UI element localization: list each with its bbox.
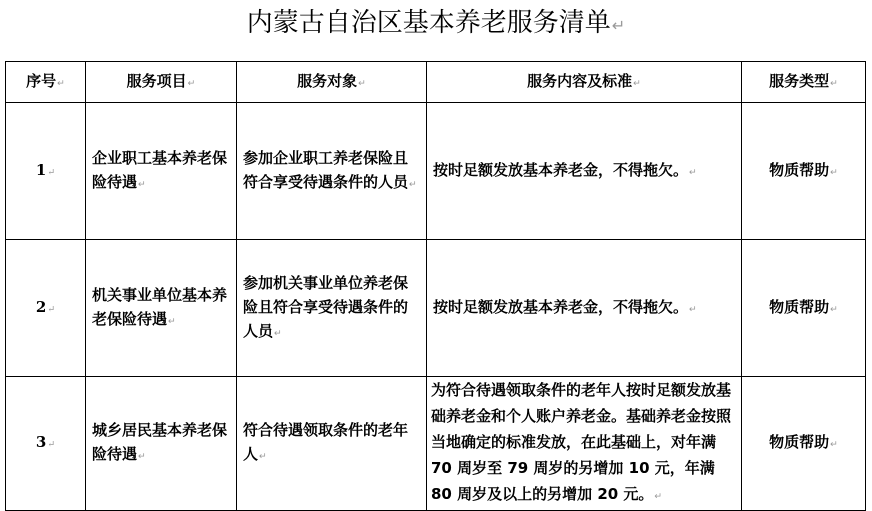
- paragraph-mark-icon: ↵: [611, 16, 626, 35]
- paragraph-mark-icon: ↵: [830, 303, 838, 315]
- cell-item: [86, 240, 237, 377]
- cell-text: 按时足额发放基本养老金，不得拖欠。: [433, 160, 689, 179]
- cell-type: [742, 103, 866, 240]
- paragraph-mark-icon: ↵: [187, 77, 196, 89]
- header-cell-target: [237, 62, 427, 103]
- table-row: [6, 377, 866, 511]
- cell-item: [86, 103, 237, 240]
- cell-text: 2: [35, 297, 47, 316]
- paragraph-mark-icon: ↵: [830, 166, 838, 178]
- paragraph-mark-icon: ↵: [47, 166, 56, 178]
- paragraph-mark-icon: ↵: [689, 166, 697, 178]
- cell-target: [237, 377, 427, 511]
- cell-text: 按时足额发放基本养老金，不得拖欠。: [433, 297, 689, 316]
- header-label: 序号: [26, 71, 57, 90]
- paragraph-mark-icon: ↵: [168, 315, 176, 327]
- table-row: [6, 240, 866, 377]
- paragraph-mark-icon: ↵: [358, 77, 366, 89]
- cell-text: 参加企业职工养老保险且符合享受待遇条件的人员: [243, 148, 409, 191]
- cell-text: 企业职工基本养老保险待遇: [92, 148, 228, 191]
- table-row: [6, 103, 866, 240]
- paragraph-mark-icon: ↵: [633, 77, 641, 89]
- cell-content: [427, 240, 742, 377]
- paragraph-mark-icon: ↵: [654, 491, 663, 502]
- header-cell-item: [86, 62, 237, 103]
- cell-type: [742, 377, 866, 511]
- paragraph-mark-icon: ↵: [138, 451, 146, 462]
- table-header-row: [6, 62, 866, 103]
- cell-text: 符合待遇领取条件的老年人: [243, 421, 409, 463]
- cell-no: [6, 377, 86, 511]
- cell-item: [86, 377, 237, 511]
- paragraph-mark-icon: ↵: [689, 303, 697, 315]
- cell-no: [6, 240, 86, 377]
- cell-content: [427, 377, 742, 511]
- cell-target: [237, 103, 427, 240]
- paragraph-mark-icon: ↵: [830, 439, 838, 450]
- paragraph-mark-icon: ↵: [47, 303, 56, 315]
- paragraph-mark-icon: ↵: [57, 77, 65, 89]
- cell-text: 1: [35, 160, 47, 179]
- cell-text: 3: [35, 433, 47, 451]
- cell-text: 物质帮助: [769, 297, 830, 316]
- cell-text: 物质帮助: [769, 433, 830, 451]
- cell-text: 为符合待遇领取条件的老年人按时足额发放基础养老金和个人账户养老金。基础养老金按照当地确定的标准发放，在此基础上，对年满 70 周岁至 79 周岁的另增加 10 元，年满 80 周岁及以上的另增加 20 元。: [431, 381, 732, 503]
- header-label: 服务类型: [769, 71, 830, 90]
- cell-text: 城乡居民基本养老保险待遇: [92, 421, 228, 463]
- document-title: [0, 4, 872, 45]
- header-cell-no: [6, 62, 86, 103]
- cell-target: [237, 240, 427, 377]
- header-label: 服务对象: [297, 71, 358, 90]
- paragraph-mark-icon: ↵: [47, 439, 56, 450]
- header-cell-content: [427, 62, 742, 103]
- header-label: 服务项目: [126, 71, 187, 90]
- paragraph-mark-icon: ↵: [830, 77, 838, 89]
- paragraph-mark-icon: ↵: [274, 327, 282, 339]
- cell-type: [742, 240, 866, 377]
- header-cell-type: [742, 62, 866, 103]
- cell-no: [6, 103, 86, 240]
- paragraph-mark-icon: ↵: [138, 178, 146, 190]
- paragraph-mark-icon: ↵: [409, 178, 417, 190]
- service-list-table: [5, 61, 866, 511]
- cell-text: 物质帮助: [769, 160, 830, 179]
- document-title-text: 内蒙古自治区基本养老服务清单: [246, 8, 611, 38]
- cell-text: 参加机关事业单位养老保险且符合享受待遇条件的人员: [243, 273, 409, 340]
- paragraph-mark-icon: ↵: [259, 451, 267, 462]
- cell-text: 机关事业单位基本养老保险待遇: [92, 285, 228, 328]
- header-label: 服务内容及标准: [527, 71, 633, 90]
- cell-content: [427, 103, 742, 240]
